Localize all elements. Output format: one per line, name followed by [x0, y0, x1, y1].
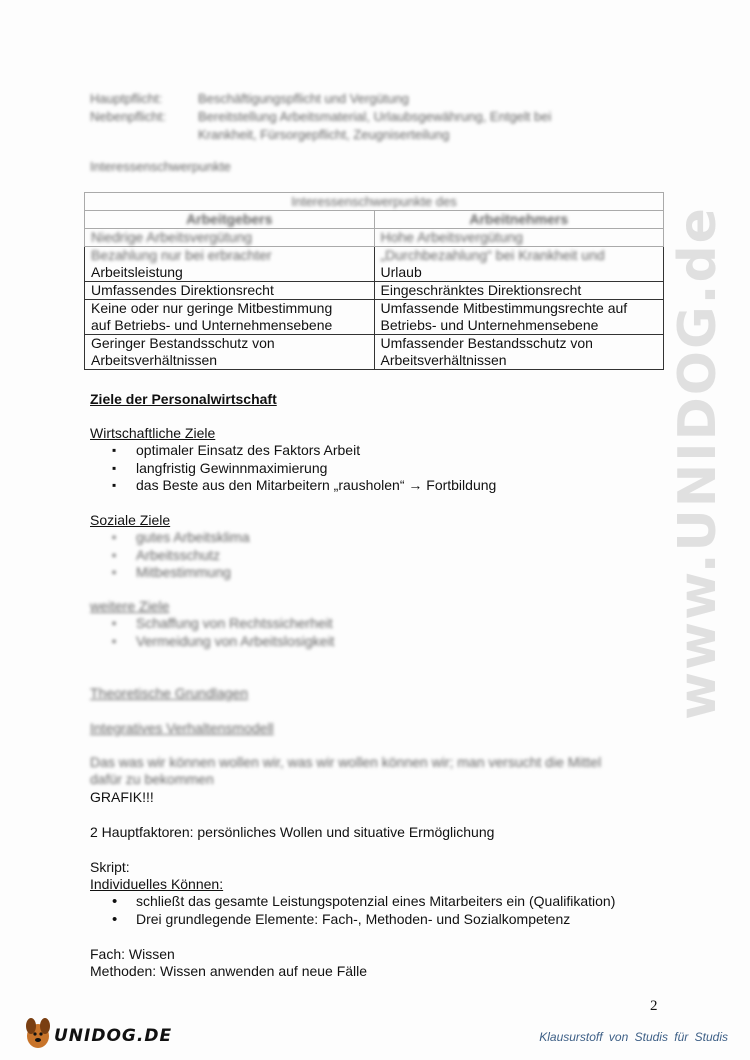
further-goals-heading: weitere Ziele — [90, 598, 170, 614]
section-title: Ziele der Personalwirtschaft — [90, 391, 277, 407]
list-item: ▪ gutes Arbeitsklima — [112, 529, 250, 547]
logo-text: UNIDOG.DE — [54, 1026, 173, 1046]
list-item: ▪ Mitbestimmung — [112, 564, 250, 582]
table-cell: „Durchbezahlung“ bei Krankheit und Urlaub — [374, 247, 664, 282]
header-row-side-duty-cont: Krankheit, Fürsorgepflicht, Zeugniserteilung — [198, 127, 450, 142]
list-item: ▪ Vermeidung von Arbeitslosigkeit — [112, 633, 334, 651]
col-head-employee: Arbeitnehmers — [374, 211, 664, 229]
list-item: ▪ Arbeitsschutz — [112, 547, 250, 565]
economic-goals-list — [112, 442, 496, 495]
grafik-note: GRAFIK!!! — [90, 789, 154, 805]
theory-heading: Theoretische Grundlagen — [90, 685, 248, 701]
economic-goals-heading: Wirtschaftliche Ziele — [90, 425, 216, 441]
social-goals-list — [112, 529, 250, 582]
script-label: Skript: — [90, 859, 130, 875]
model-text-line-1: Das was wir können wollen wir, was wir wollen können wir; man versucht die Mittel — [90, 754, 602, 770]
ability-list — [112, 893, 615, 928]
social-goals-heading: Soziale Ziele — [90, 512, 171, 528]
table-cell: Umfassender Bestandsschutz von Arbeitsverhältnissen — [374, 335, 664, 370]
interests-table — [84, 192, 664, 370]
list-item: ▪ langfristig Gewinnmaximierung — [112, 460, 496, 478]
table-row — [85, 247, 664, 282]
watermark: www.UNIDOG.de — [668, 206, 728, 720]
table-row — [85, 300, 664, 335]
table-cell: Bezahlung nur bei erbrachter Arbeitsleistung — [85, 247, 375, 282]
list-item: ▪ optimaler Einsatz des Faktors Arbeit — [112, 442, 496, 460]
unidog-logo — [22, 1014, 173, 1054]
table-caption: Interessenschwerpunkte des — [85, 193, 664, 211]
main-factors: 2 Hauptfaktoren: persönliches Wollen und situative Ermöglichung — [90, 824, 495, 840]
further-goals-list — [112, 615, 334, 650]
table-cell: Umfassende Mitbestimmungsrechte auf Betriebs- und Unternehmensebene — [374, 300, 664, 335]
list-item: • Drei grundlegende Elemente: Fach-, Methoden- und Sozialkompetenz — [112, 911, 615, 929]
table-row — [85, 193, 664, 211]
table-cell: Hohe Arbeitsvergütung — [374, 229, 664, 247]
table-cell: Eingeschränktes Direktionsrecht — [374, 282, 664, 300]
model-heading: Integratives Verhaltensmodell — [90, 720, 274, 736]
header-row-side-duty: Nebenpflicht: Bereitstellung Arbeitsmaterial, Urlaubsgewährung, Entgelt bei — [90, 109, 552, 124]
list-item: ▪ Schaffung von Rechtssicherheit — [112, 615, 334, 633]
table-cell: Niedrige Arbeitsvergütung — [85, 229, 375, 247]
individual-ability-heading: Individuelles Können: — [90, 876, 224, 892]
list-item: ▪ das Beste aus den Mitarbeitern „rausholen“ → Fortbildung — [112, 477, 496, 495]
interests-label: Interessenschwerpunkte — [90, 159, 231, 174]
table-row — [85, 229, 664, 247]
table-cell: Geringer Bestandsschutz von Arbeitsverhältnissen — [85, 335, 375, 370]
col-head-employer: Arbeitgebers — [85, 211, 375, 229]
header-row-main-duty: Hauptpflicht: Beschäftigungspflicht und Vergütung — [90, 91, 410, 106]
footer-slogan: Klausurstoff von Studis für Studis — [539, 1030, 728, 1044]
methoden-line: Methoden: Wissen anwenden auf neue Fälle — [90, 963, 368, 979]
table-cell: Keine oder nur geringe Mitbestimmung auf Betriebs- und Unternehmensebene — [85, 300, 375, 335]
table-row — [85, 335, 664, 370]
table-row — [85, 211, 664, 229]
fach-line: Fach: Wissen — [90, 946, 175, 962]
model-text-line-2: dafür zu bekommen — [90, 771, 214, 787]
page-number: 2 — [650, 998, 658, 1014]
list-item: • schließt das gesamte Leistungspotenzial eines Mitarbeiters ein (Qualifikation) — [112, 893, 615, 911]
table-row — [85, 282, 664, 300]
table-cell: Umfassendes Direktionsrecht — [85, 282, 375, 300]
